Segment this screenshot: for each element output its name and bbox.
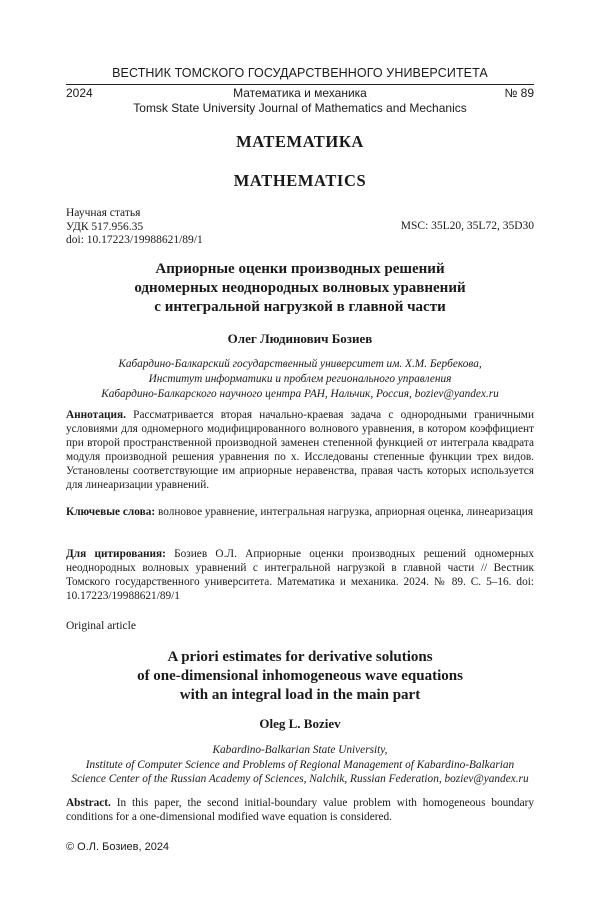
citation-ru-label: Для цитирования:: [66, 548, 166, 560]
abstract-en-text: In this paper, the second initial-boundary value problem with homogeneous boundary conditions for a one-dimensional modified wave equation is considered.: [66, 797, 534, 823]
abstract-ru-label: Аннотация.: [66, 409, 126, 421]
affiliation-ru-line: Кабардино-Балкарский государственный университет им. Х.М. Бербекова,: [118, 358, 482, 370]
title-en-line: with an integral load in the main part: [179, 687, 421, 703]
title-ru-line: с интегральной нагрузкой в главной части: [154, 299, 446, 315]
affiliation-en-line: Kabardino-Balkarian State University,: [212, 744, 388, 756]
abstract-ru-text: Рассматривается вторая начально-краевая задача с однородными граничными условиями для одномерного модифицированного волнового уравнения, в котором коэффициент при второй пространственной производной заменен степенной функцией от интеграла квадрата модуля производной решения уравнения по x. Исследованы степенные функции трех видов. Установлены соответствующие им априорные неравенства, правая часть которых используется для линеаризации уравнений.: [66, 409, 534, 491]
abstract-ru: [66, 409, 534, 492]
citation-ru-text: Бозиев О.Л. Априорные оценки производных решений одномерных неоднородных волновых уравнений с интегральной нагрузкой в главной части // Вестник Томского государственного университета. Математика и механика. 2024. № 89. С. 5–16. doi: 10.17223/19988621/89/1: [66, 548, 534, 602]
keywords-ru: [66, 506, 534, 520]
affiliation-ru: [66, 357, 534, 402]
msc-codes: MSC: 35L20, 35L72, 35D30: [400, 220, 534, 232]
abstract-en-label: Abstract.: [66, 797, 111, 809]
affiliation-en: [66, 743, 534, 787]
author-name-ru: Олег Людинович Бозиев: [227, 331, 373, 346]
keywords-ru-label: Ключевые слова:: [66, 506, 156, 518]
article-title-ru: [66, 260, 534, 317]
doi-ru[interactable]: doi: 10.17223/19988621/89/1: [66, 234, 203, 246]
affiliation-en-line: Science Center of the Russian Academy of Sciences, Nalchik, Russian Federation, boziev@yandex.ru: [71, 773, 529, 785]
section-heading-ru: МАТЕМАТИКА: [236, 132, 364, 151]
article-meta: [66, 207, 203, 248]
journal-subtitle-ru: Математика и механика: [233, 86, 367, 100]
journal-subheader: [66, 86, 534, 100]
affiliation-en-line: Institute of Computer Science and Problems of Regional Management of Kabardino-Balkarian: [85, 758, 515, 771]
title-ru-line: одномерных неоднородных волновых уравнений: [134, 280, 466, 296]
affiliation-ru-line: Кабардино-Балкарского научного центра РАН, Нальчик, Россия, boziev@yandex.ru: [101, 388, 499, 400]
header-rule: [66, 84, 534, 85]
udc-code: УДК 517.956.35: [66, 220, 144, 233]
keywords-ru-text: волновое уравнение, интегральная нагрузка, априорная оценка, линеаризация: [157, 506, 534, 518]
citation-ru: [66, 548, 534, 604]
journal-title-en: Tomsk State University Journal of Mathematics and Mechanics: [133, 101, 467, 115]
article-type: Научная статья: [66, 207, 141, 219]
journal-issue: № 89: [504, 86, 534, 100]
section-heading-en: MATHEMATICS: [233, 171, 367, 190]
abstract-en: [66, 797, 534, 825]
title-en-line: A priori estimates for derivative solutions: [167, 649, 433, 665]
title-ru-line: Априорные оценки производных решений: [155, 261, 445, 277]
journal-year: 2024: [66, 86, 93, 100]
copyright-notice: © О.Л. Бозиев, 2024: [66, 841, 170, 853]
original-article-label: Original article: [66, 620, 136, 632]
author-name-en: Oleg L. Boziev: [259, 716, 341, 731]
affiliation-ru-line: Институт информатики и проблем регионального управления: [148, 373, 452, 385]
journal-title-ru: ВЕСТНИК ТОМСКОГО ГОСУДАРСТВЕННОГО УНИВЕРСИТЕТА: [112, 66, 488, 80]
title-en-line: of one-dimensional inhomogeneous wave equations: [137, 668, 463, 684]
article-title-en: [66, 648, 534, 705]
